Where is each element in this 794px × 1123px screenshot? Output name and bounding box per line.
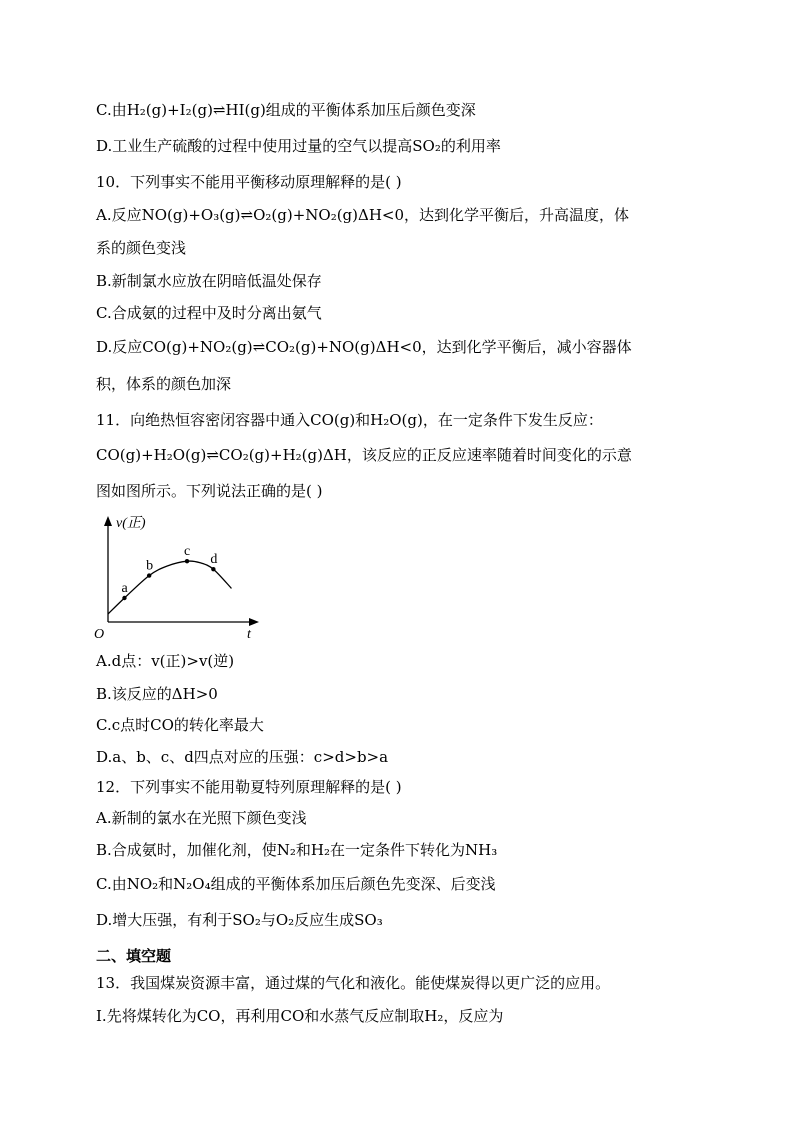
text-line: 系的颜色变浅 <box>96 239 187 257</box>
text-line: 10．下列事实不能用平衡移动原理解释的是( ) <box>96 173 402 191</box>
point-label-d: d <box>210 552 218 568</box>
point-d <box>211 567 215 571</box>
point-a <box>122 596 126 600</box>
point-label-a: a <box>121 581 128 596</box>
text-line: 图如图所示。下列说法正确的是( ) <box>96 482 323 500</box>
text-line: 积，体系的颜色加深 <box>96 375 232 393</box>
text-line: B.新制氯水应放在阴暗低温处保存 <box>96 272 322 290</box>
text-line: I.先将煤转化为CO，再利用CO和水蒸气反应制取H₂，反应为 <box>96 1007 504 1025</box>
text-line: 12．下列事实不能用勒夏特列原理解释的是( ) <box>96 778 402 796</box>
text-line: D.工业生产硫酸的过程中使用过量的空气以提高SO₂的利用率 <box>96 137 501 155</box>
text-line: C.c点时CO的转化率最大 <box>96 716 264 734</box>
text-line: 11．向绝热恒容密闭容器中通入CO(g)和H₂O(g)，在一定条件下发生反应： <box>96 411 603 429</box>
point-label-b: b <box>146 558 154 574</box>
text-line: C.由H₂(g)+I₂(g)⇌HI(g)组成的平衡体系加压后颜色变深 <box>96 101 476 119</box>
y-axis-arrow <box>104 516 112 526</box>
origin-label: O <box>94 627 105 642</box>
chart-marks <box>108 544 231 614</box>
point-b <box>147 573 151 577</box>
text-line: D.增大压强，有利于SO₂与O₂反应生成SO₃ <box>96 911 383 929</box>
text-line: CO(g)+H₂O(g)⇌CO₂(g)+H₂(g)ΔH，该反应的正反应速率随着时间变化的示意 <box>96 446 632 464</box>
text-line: A.d点：v(正)>v(逆) <box>96 652 235 670</box>
chart-axes <box>94 515 259 642</box>
text-line: A.反应NO(g)+O₃(g)⇌O₂(g)+NO₂(g)ΔH<0，达到化学平衡后，升高温度，体 <box>96 206 630 224</box>
text-line: 13．我国煤炭资源丰富，通过煤的气化和液化。能使煤炭得以更广泛的应用。 <box>96 974 611 992</box>
text-line: D.反应CO(g)+NO₂(g)⇌CO₂(g)+NO(g)ΔH<0，达到化学平衡后，减小容器体 <box>96 338 632 356</box>
y-axis-label: v(正) <box>116 516 146 531</box>
text-line: B.合成氨时，加催化剂，使N₂和H₂在一定条件下转化为NH₃ <box>96 841 498 859</box>
text-line: A.新制的氯水在光照下颜色变浅 <box>96 809 307 827</box>
text-line: B.该反应的ΔH>0 <box>96 685 218 703</box>
rate-time-chart <box>92 512 262 642</box>
point-c <box>185 559 189 563</box>
text-line: C.由NO₂和N₂O₄组成的平衡体系加压后颜色先变深、后变浅 <box>96 875 496 893</box>
x-axis-label: t <box>247 627 251 642</box>
text-line: C.合成氨的过程中及时分离出氨气 <box>96 304 322 322</box>
x-axis-arrow <box>249 618 259 626</box>
text-line: D.a、b、c、d四点对应的压强：c>d>b>a <box>96 748 389 766</box>
section-heading: 二、填空题 <box>96 947 172 965</box>
point-label-c: c <box>184 544 191 560</box>
